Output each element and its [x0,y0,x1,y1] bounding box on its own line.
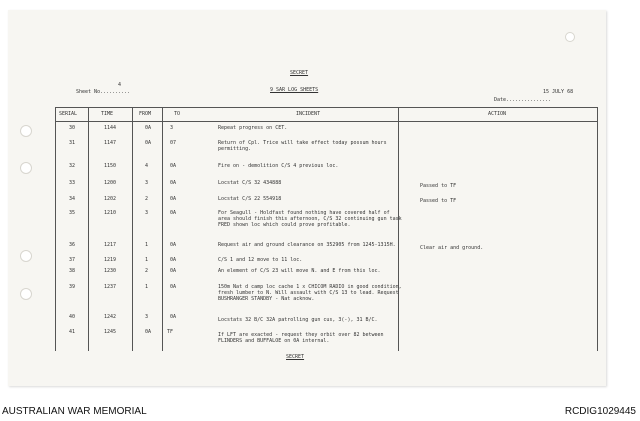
serial-cell: 30 [69,125,76,131]
incident-cell: If LFT are exacted - request they orbit over 82 between FLINDERS and BUFFALOE on 0A internal. [218,332,384,344]
action-cell: Passed to TF [420,183,457,189]
serial-cell: 41 [69,329,76,335]
classification-bottom: SECRET [286,354,305,360]
time-cell: 1147 [104,140,117,146]
serial-cell: 37 [69,257,76,263]
incident-cell: For Seagull - Holdfast found nothing have covered half of area should finish this afternoon, C/S 32 continuing gun task FRED shown loc which could prove profitable. [218,210,402,228]
incident-cell: Locstats 32 B/C 32A patrolling gun cus, 3(-), 31 B/C. [218,317,378,323]
serial-cell: 33 [69,180,76,186]
table-border [597,107,598,351]
from-cell: 2 [145,196,149,202]
to-cell: 0A [170,242,177,248]
column-rule [398,107,399,351]
time-cell: 1210 [104,210,117,216]
table-border [55,107,56,351]
to-cell: 0A [170,268,177,274]
to-cell: 0A [170,180,177,186]
incident-cell: Fire on - demolition C/S 4 previous loc. [218,163,339,169]
time-cell: 1242 [104,314,117,320]
document-title: 9 SAR LOG SHEETS [270,87,319,93]
from-cell: 0A [145,125,152,131]
time-cell: 1150 [104,163,117,169]
column-rule [132,107,133,351]
to-cell: 0A [170,314,177,320]
serial-cell: 35 [69,210,76,216]
to-cell: 0A [170,163,177,169]
from-cell: 0A [145,329,152,335]
serial-cell: 36 [69,242,76,248]
from-cell: 4 [145,163,149,169]
document-sheet [8,10,606,386]
header-incident: INCIDENT [296,111,321,117]
incident-cell: Locstat C/S 22 554918 [218,196,282,202]
from-cell: 1 [145,257,149,263]
time-cell: 1202 [104,196,117,202]
table-rule [55,107,598,108]
punch-hole [20,162,32,174]
header-action: ACTION [488,111,507,117]
to-cell: 0A [170,257,177,263]
header-to: TO [174,111,181,117]
sheet-no-value: 4 [118,82,122,88]
time-cell: 1144 [104,125,117,131]
punch-hole [20,250,32,262]
header-time: TIME [101,111,114,117]
from-cell: 3 [145,210,149,216]
time-cell: 1217 [104,242,117,248]
time-cell: 1219 [104,257,117,263]
punch-hole [565,32,575,42]
from-cell: 3 [145,314,149,320]
header-from: FROM [139,111,152,117]
incident-cell: 150m Nat d camp loc cache 1 x CHICOM RADIO in good condition, fresh lumber to N. Will assault with C/S 13 to lead. Request BUSHRANGER STANDBY - Nat acknow. [218,284,402,302]
from-cell: 3 [145,180,149,186]
classification-top: SECRET [290,70,309,76]
reference-number: RCDIG1029445 [564,406,636,417]
column-rule [162,107,163,351]
incident-cell: An element of C/S 23 will move N. and E from this loc. [218,268,381,274]
to-cell: 07 [170,140,177,146]
time-cell: 1245 [104,329,117,335]
from-cell: 0A [145,140,152,146]
to-cell: 0A [170,210,177,216]
serial-cell: 34 [69,196,76,202]
sheet-no-label: Sheet No.......... [76,89,131,95]
serial-cell: 40 [69,314,76,320]
time-cell: 1237 [104,284,117,290]
to-cell: TF [167,329,174,335]
header-serial: SERIAL [59,111,78,117]
punch-hole [20,288,32,300]
date-label: Date............... [494,97,552,103]
incident-cell: Repeat progress on CET. [218,125,288,131]
time-cell: 1230 [104,268,117,274]
incident-cell: C/S 1 and 12 move to 11 loc. [218,257,303,263]
time-cell: 1200 [104,180,117,186]
to-cell: 0A [170,284,177,290]
from-cell: 1 [145,242,149,248]
to-cell: 3 [170,125,174,131]
institution-label: AUSTRALIAN WAR MEMORIAL [2,406,147,417]
incident-cell: Locstat C/S 32 434888 [218,180,282,186]
incident-cell: Request air and ground clearance on 352905 from 1245-1315H. [218,242,396,248]
column-rule [88,107,89,351]
serial-cell: 38 [69,268,76,274]
punch-hole [20,125,32,137]
table-rule [55,121,598,122]
incident-cell: Return of Cpl. Trice will take effect today possum hours permitting. [218,140,387,152]
from-cell: 2 [145,268,149,274]
from-cell: 1 [145,284,149,290]
serial-cell: 39 [69,284,76,290]
action-cell: Passed to TF [420,198,457,204]
to-cell: 0A [170,196,177,202]
serial-cell: 32 [69,163,76,169]
date-value: 15 JULY 68 [543,89,574,95]
serial-cell: 31 [69,140,76,146]
action-cell: Clear air and ground. [420,245,484,251]
